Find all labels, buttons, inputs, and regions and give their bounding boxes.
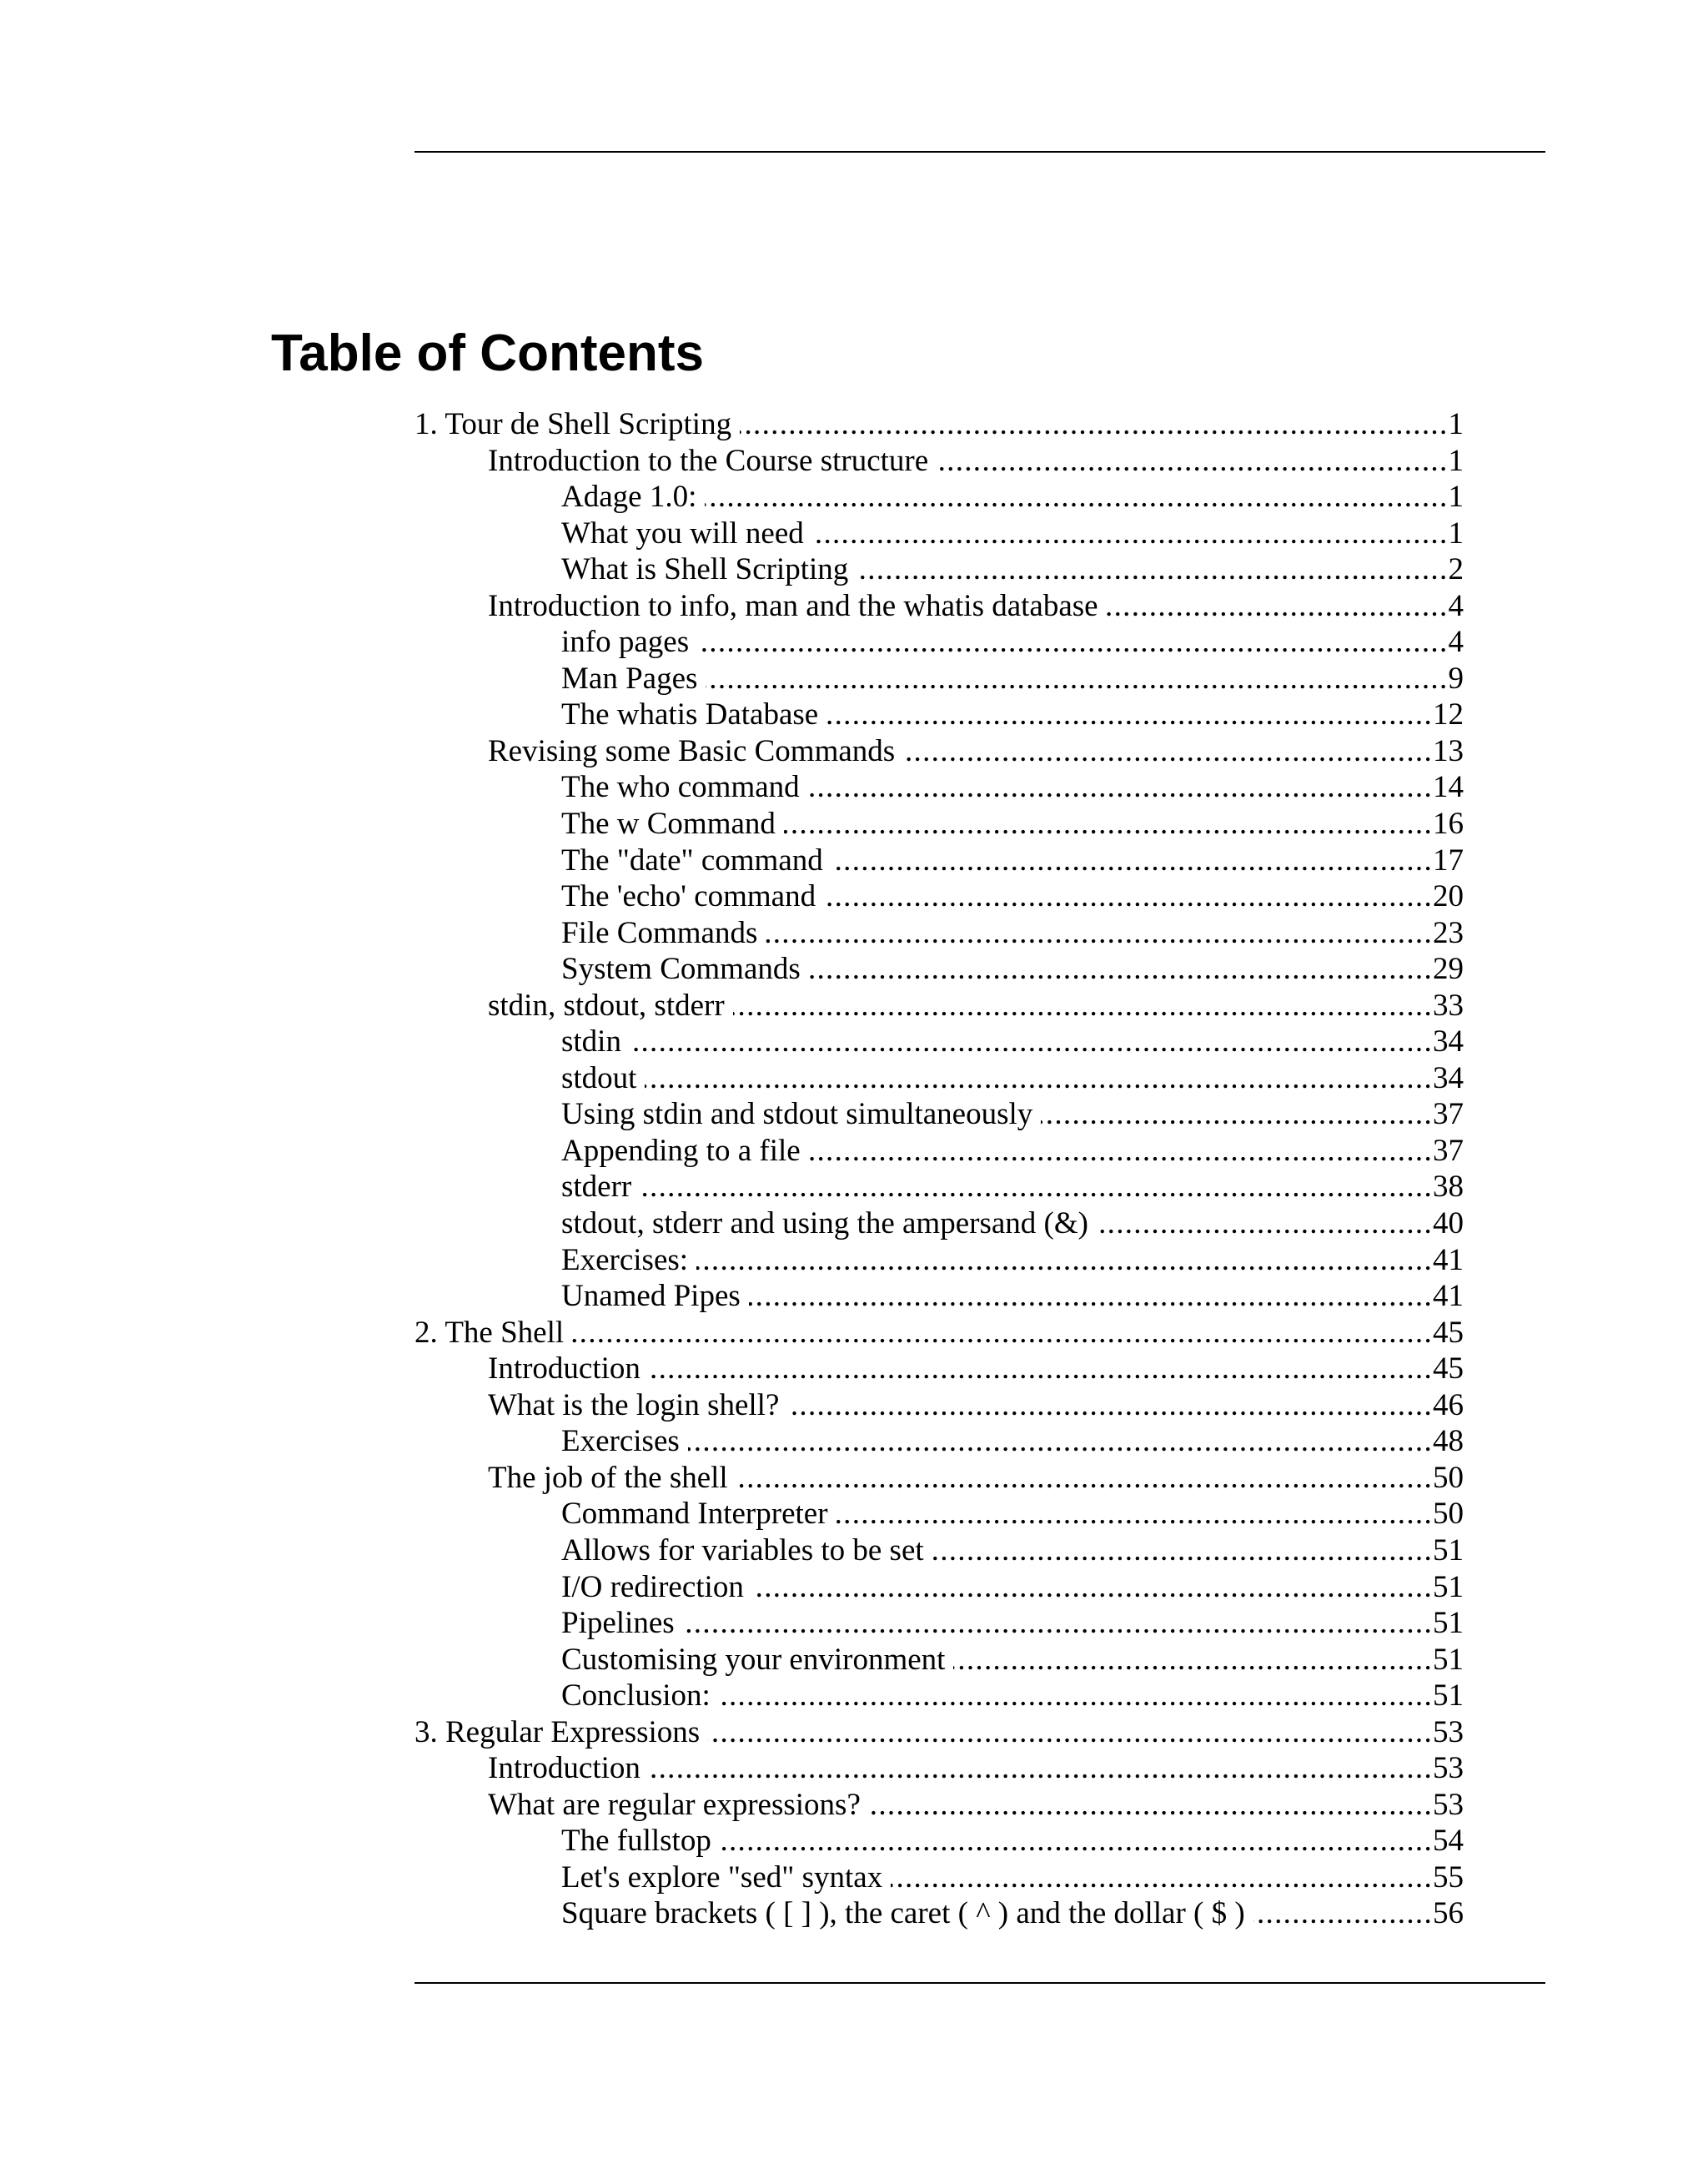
toc-entry-title: 2. The Shell: [414, 1315, 565, 1350]
toc-dot-leader: [720, 1823, 1433, 1859]
toc-entry[interactable]: [414, 1605, 1464, 1642]
toc-dot-leader: [572, 1315, 1433, 1351]
toc-page-number: 4: [1448, 625, 1464, 660]
toc-entry[interactable]: [414, 1096, 1464, 1133]
toc-entry-title: Conclusion:: [561, 1678, 711, 1714]
toc-entry-title: Revising some Basic Commands: [488, 733, 896, 768]
toc-dot-leader: [869, 1787, 1433, 1824]
toc-entry[interactable]: [414, 988, 1464, 1024]
toc-page-number: 29: [1433, 952, 1464, 987]
toc-entry[interactable]: [414, 1460, 1464, 1497]
toc-entry-title: What is the login shell?: [488, 1387, 780, 1422]
toc-page-number: 53: [1433, 1787, 1464, 1822]
toc-page-number: 51: [1433, 1642, 1464, 1677]
toc-dot-leader: [766, 915, 1433, 952]
toc-page-number: 2: [1448, 552, 1464, 587]
toc-entry[interactable]: [414, 1169, 1464, 1205]
toc-entry[interactable]: [414, 1642, 1464, 1678]
toc-page-number: 51: [1433, 1606, 1464, 1641]
toc-entry-title: Introduction to info, man and the whatis database: [488, 588, 1098, 623]
toc-entry-title: The 'echo' command: [561, 879, 816, 914]
toc-page-number: 20: [1433, 879, 1464, 914]
toc-dot-leader: [953, 1642, 1433, 1678]
toc-dot-leader: [1107, 588, 1449, 625]
toc-entry-title: What is Shell Scripting: [561, 552, 849, 587]
toc-entry[interactable]: [414, 1387, 1464, 1424]
toc-page-number: 14: [1433, 770, 1464, 805]
toc-entry-title: Appending to a file: [561, 1133, 801, 1168]
toc-entry-title: Exercises: [561, 1424, 680, 1459]
toc-entry[interactable]: [414, 878, 1464, 915]
toc-entry-title: File Commands: [561, 915, 758, 950]
toc-dot-leader: [903, 733, 1433, 770]
toc-page-number: 33: [1433, 988, 1464, 1023]
toc-page-number: 38: [1433, 1170, 1464, 1205]
toc-dot-leader: [809, 1133, 1433, 1170]
toc-entry-title: The whatis Database: [561, 697, 819, 732]
toc-dot-leader: [640, 1169, 1433, 1205]
toc-dot-leader: [831, 843, 1433, 879]
toc-dot-leader: [1097, 1205, 1433, 1242]
toc-entry-title: Let's explore "sed" syntax: [561, 1859, 883, 1895]
toc-page-number: 17: [1433, 843, 1464, 878]
toc-entry[interactable]: [414, 1714, 1464, 1751]
toc-entry-title: What are regular expressions?: [488, 1787, 861, 1822]
toc-entry[interactable]: [414, 1787, 1464, 1824]
toc-dot-leader: [683, 1605, 1433, 1642]
toc-entry[interactable]: [414, 1750, 1464, 1787]
toc-dot-leader: [749, 1278, 1433, 1315]
toc-entry-title: 1. Tour de Shell Scripting: [414, 407, 732, 441]
toc-dot-leader: [812, 516, 1449, 552]
toc-page-number: 1: [1448, 516, 1464, 551]
toc-entry-title: Man Pages: [561, 661, 698, 696]
toc-entry[interactable]: [414, 733, 1464, 770]
toc-page-number: 23: [1433, 915, 1464, 950]
toc-dot-leader: [719, 1678, 1433, 1714]
toc-entry[interactable]: [414, 1315, 1464, 1351]
toc-dot-leader: [708, 1714, 1433, 1751]
toc-page-number: 9: [1448, 661, 1464, 696]
toc-entry[interactable]: [414, 1569, 1464, 1606]
toc-entry[interactable]: [414, 915, 1464, 952]
toc-dot-leader: [705, 479, 1448, 516]
toc-page-number: 13: [1433, 733, 1464, 768]
toc-page-number: 48: [1433, 1424, 1464, 1459]
toc-entry-title: info pages: [561, 625, 690, 660]
toc-dot-leader: [696, 1242, 1433, 1279]
toc-entry-title: stdout: [561, 1060, 637, 1095]
toc-entry[interactable]: [414, 1205, 1464, 1242]
toc-entry[interactable]: [414, 443, 1464, 480]
toc-page-number: 40: [1433, 1206, 1464, 1241]
toc-entry-title: System Commands: [561, 952, 801, 987]
toc-dot-leader: [1041, 1096, 1433, 1133]
footer-rule: [414, 1982, 1545, 1984]
toc-entry-title: Introduction to the Course structure: [488, 443, 929, 478]
toc-entry-title: Unamed Pipes: [561, 1279, 741, 1314]
toc-entry[interactable]: [414, 769, 1464, 806]
toc-page-number: 55: [1433, 1859, 1464, 1895]
toc-entry-title: Using stdin and stdout simultaneously: [561, 1097, 1033, 1132]
toc-page-number: 45: [1433, 1351, 1464, 1386]
toc-page-number: 53: [1433, 1714, 1464, 1749]
toc-dot-leader: [649, 1750, 1433, 1787]
toc-page-number: 1: [1448, 480, 1464, 515]
toc-dot-leader: [784, 806, 1433, 843]
table-of-contents: [414, 406, 1464, 1932]
toc-entry[interactable]: [414, 1423, 1464, 1460]
toc-dot-leader: [787, 1387, 1433, 1424]
toc-entry[interactable]: [414, 843, 1464, 879]
toc-entry[interactable]: [414, 1351, 1464, 1387]
toc-entry[interactable]: [414, 951, 1464, 988]
toc-entry[interactable]: [414, 661, 1464, 697]
toc-dot-leader: [736, 1460, 1433, 1497]
toc-dot-leader: [630, 1024, 1433, 1060]
toc-entry-title: The fullstop: [561, 1824, 711, 1859]
toc-entry[interactable]: [414, 1895, 1464, 1932]
toc-entry-title: Command Interpreter: [561, 1497, 828, 1532]
toc-page-number: 1: [1448, 443, 1464, 478]
toc-dot-leader: [706, 661, 1448, 697]
toc-entry[interactable]: [414, 1532, 1464, 1569]
toc-entry-title: Introduction: [488, 1751, 640, 1786]
toc-page-number: 34: [1433, 1060, 1464, 1095]
toc-dot-leader: [649, 1351, 1433, 1387]
toc-entry-title: Pipelines: [561, 1606, 675, 1641]
toc-entry-title: The w Command: [561, 807, 776, 842]
toc-page-number: 41: [1433, 1279, 1464, 1314]
toc-entry[interactable]: [414, 1823, 1464, 1859]
toc-dot-leader: [688, 1423, 1433, 1460]
toc-dot-leader: [932, 1532, 1433, 1569]
toc-entry[interactable]: [414, 1678, 1464, 1714]
toc-page-number: 51: [1433, 1569, 1464, 1604]
toc-page-number: 4: [1448, 588, 1464, 623]
toc-page-number: 37: [1433, 1133, 1464, 1168]
toc-entry[interactable]: [414, 1859, 1464, 1896]
toc-entry[interactable]: [414, 624, 1464, 661]
toc-entry-title: stderr: [561, 1170, 632, 1205]
page-title: Table of Contents: [271, 325, 704, 382]
toc-entry-title: Customising your environment: [561, 1642, 946, 1677]
toc-entry-title: Introduction: [488, 1351, 640, 1386]
toc-entry-title: Adage 1.0:: [561, 480, 697, 515]
toc-dot-leader: [826, 697, 1433, 733]
toc-page-number: 12: [1433, 697, 1464, 732]
toc-page-number: 53: [1433, 1751, 1464, 1786]
toc-entry-title: The "date" command: [561, 843, 823, 878]
toc-dot-leader: [809, 951, 1433, 988]
toc-entry[interactable]: [414, 551, 1464, 588]
toc-page-number: 37: [1433, 1097, 1464, 1132]
toc-entry[interactable]: [414, 1060, 1464, 1097]
toc-entry[interactable]: [414, 516, 1464, 552]
toc-entry-title: stdin, stdout, stderr: [488, 988, 725, 1023]
toc-dot-leader: [857, 551, 1448, 588]
toc-dot-leader: [733, 988, 1433, 1024]
toc-entry-title: The who command: [561, 770, 800, 805]
toc-entry-title: Square brackets ( [ ] ), the caret ( ^ ) and the dollar ( $ ): [561, 1896, 1245, 1931]
toc-entry[interactable]: [414, 1133, 1464, 1170]
header-rule: [414, 151, 1545, 153]
toc-entry[interactable]: [414, 479, 1464, 516]
toc-page-number: 41: [1433, 1242, 1464, 1277]
toc-dot-leader: [752, 1569, 1433, 1606]
toc-dot-leader: [740, 406, 1448, 443]
toc-page-number: 45: [1433, 1315, 1464, 1350]
toc-entry[interactable]: [414, 697, 1464, 733]
toc-dot-leader: [1253, 1895, 1433, 1932]
toc-entry[interactable]: [414, 1024, 1464, 1060]
toc-page-number: 54: [1433, 1824, 1464, 1859]
toc-page-number: 51: [1433, 1678, 1464, 1714]
toc-dot-leader: [808, 769, 1433, 806]
toc-entry-title: stdout, stderr and using the ampersand (&): [561, 1206, 1088, 1241]
toc-entry[interactable]: [414, 406, 1464, 443]
toc-dot-leader: [697, 624, 1448, 661]
toc-page-number: 16: [1433, 807, 1464, 842]
toc-page-number: 50: [1433, 1497, 1464, 1532]
toc-entry-title: 3. Regular Expressions: [414, 1714, 701, 1749]
toc-dot-leader: [824, 878, 1433, 915]
toc-entry-title: Exercises:: [561, 1242, 689, 1277]
toc-page-number: 1: [1448, 407, 1464, 441]
toc-entry[interactable]: [414, 588, 1464, 625]
toc-page-number: 51: [1433, 1532, 1464, 1568]
toc-entry[interactable]: [414, 806, 1464, 843]
toc-dot-leader: [836, 1496, 1433, 1532]
toc-dot-leader: [645, 1060, 1433, 1097]
toc-entry[interactable]: [414, 1496, 1464, 1532]
toc-page-number: 34: [1433, 1024, 1464, 1059]
toc-dot-leader: [937, 443, 1448, 480]
toc-entry-title: Allows for variables to be set: [561, 1532, 924, 1568]
toc-entry-title: What you will need: [561, 516, 804, 551]
toc-entry[interactable]: [414, 1278, 1464, 1315]
toc-dot-leader: [891, 1859, 1433, 1896]
toc-page-number: 56: [1433, 1896, 1464, 1931]
toc-entry-title: The job of the shell: [488, 1460, 728, 1495]
toc-page-number: 50: [1433, 1460, 1464, 1495]
toc-entry-title: I/O redirection: [561, 1569, 744, 1604]
toc-entry-title: stdin: [561, 1024, 621, 1059]
toc-page-number: 46: [1433, 1387, 1464, 1422]
toc-entry[interactable]: [414, 1242, 1464, 1279]
